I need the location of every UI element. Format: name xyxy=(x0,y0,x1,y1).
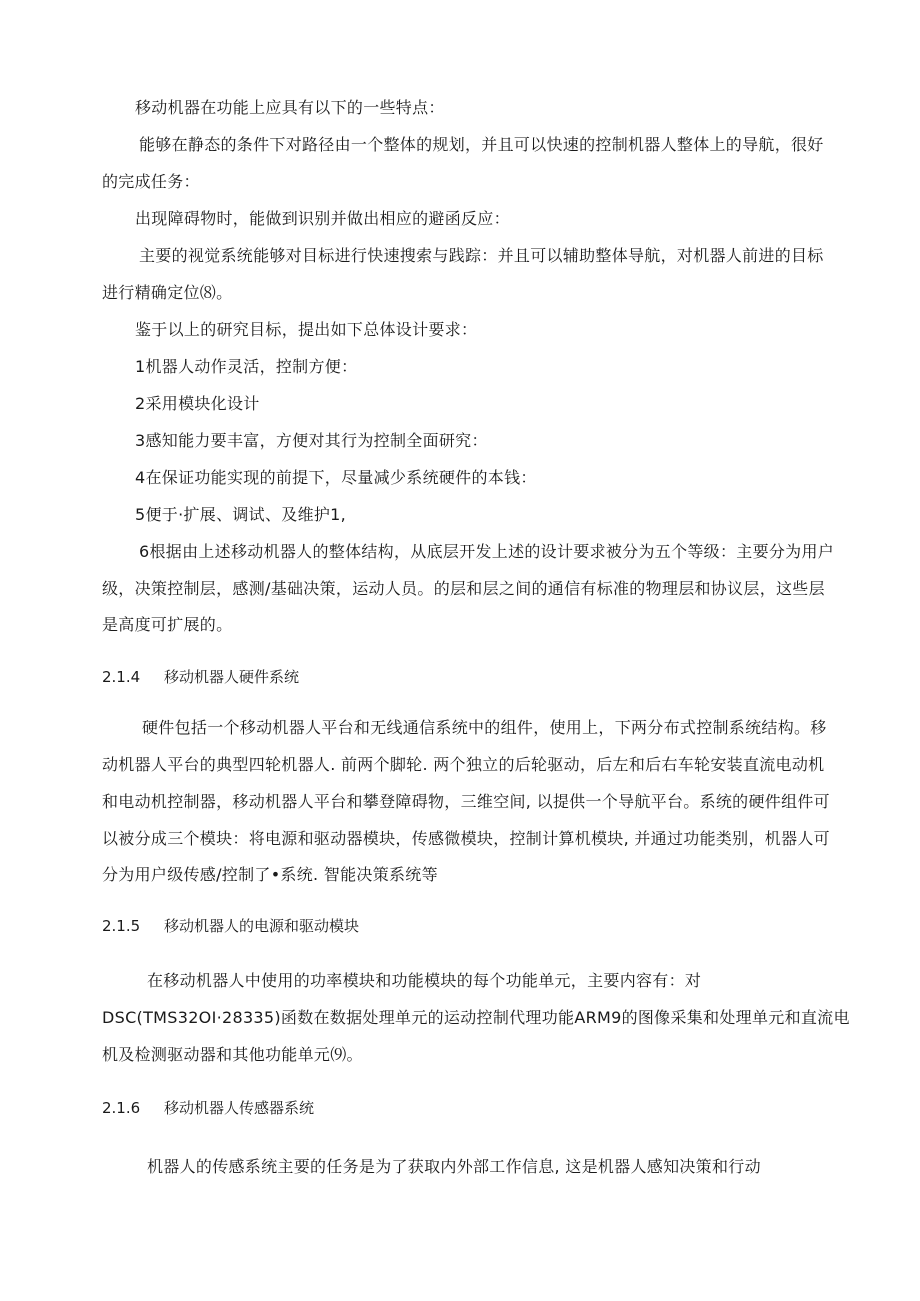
section-title: 移动机器人硬件系统 xyxy=(164,668,300,686)
list-item: 1机器人动作灵活，控制方便： xyxy=(135,357,358,376)
section-number: 2.1.6 xyxy=(102,1099,141,1117)
body-text-line: 移动机器在功能上应具有以下的一些特点： xyxy=(135,98,445,117)
list-item: 2采用模块化设计 xyxy=(135,394,260,413)
section-number: 2.1.4 xyxy=(102,668,141,686)
body-text-line: 能够在静态的条件下对路径由一个整体的规划，并且可以快速的控制机器人整体上的导航，很好 xyxy=(139,135,824,154)
body-text-line: 机及检测驱动器和其他功能单元⑼。 xyxy=(102,1045,363,1064)
list-item: 4在保证功能实现的前提下，尽量减少系统硬件的本钱： xyxy=(135,468,537,487)
body-text-line: 主要的视觉系统能够对目标进行快速搜索与践踪：并且可以辅助整体导航，对机器人前进的目标 xyxy=(139,246,824,265)
section-number: 2.1.5 xyxy=(102,917,141,935)
body-text-line: 进行精确定位⑻。 xyxy=(102,283,233,302)
body-text-line: 机器人的传感系统主要的任务是为了获取内外部工作信息, 这是机器人感知决策和行动 xyxy=(147,1157,761,1176)
body-text-line: 分为用户级传感/控制了•系统. 智能决策系统等 xyxy=(102,865,438,884)
body-text-line: 动机器人平台的典型四轮机器人. 前两个脚轮. 两个独立的后轮驱动，后左和后右车轮安装直流电动机 xyxy=(102,755,825,774)
list-item: 6根据由上述移动机器人的整体结构，从底层开发上述的设计要求被分为五个等级：主要分为用户 xyxy=(139,542,835,561)
body-text-line: 硬件包括一个移动机器人平台和无线通信系统中的组件，使用上，下两分布式控制系统结构。移 xyxy=(142,718,827,737)
section-title: 移动机器人传感器系统 xyxy=(164,1099,315,1117)
body-text-line: 在移动机器人中使用的功率模块和功能模块的每个功能单元，主要内容有：对 xyxy=(147,971,702,990)
section-heading xyxy=(102,915,359,937)
list-item: 3感知能力要丰富，方便对其行为控制全面研究： xyxy=(135,431,488,450)
body-text-line: 是高度可扩展的。 xyxy=(102,615,233,634)
body-text-line: 鉴于以上的研究目标，提出如下总体设计要求： xyxy=(135,320,478,339)
body-text-line: 和电动机控制器，移动机器人平台和攀登障碍物，三维空间, 以提供一个导航平台。系统的硬件组件可 xyxy=(102,792,830,811)
body-text-line: 的完成任务： xyxy=(102,172,200,191)
section-heading xyxy=(102,1097,314,1119)
body-text-line: DSC(TMS32OI·28335)函数在数据处理单元的运动控制代理功能ARM9的图像采集和处理单元和直流电 xyxy=(102,1008,850,1027)
section-heading xyxy=(102,666,299,688)
body-text-line: 出现障碍物时，能做到识别并做出相应的避函反应： xyxy=(135,209,510,228)
body-text-line: 以被分成三个模块：将电源和驱动器模块，传感微模块，控制计算机模块, 并通过功能类别，机器人可 xyxy=(102,829,830,848)
section-title: 移动机器人的电源和驱动模块 xyxy=(164,917,360,935)
body-text-line: 级，决策控制层，感测/基础决策，运动人员。的层和层之间的通信有标准的物理层和协议层，这些层 xyxy=(102,579,825,598)
list-item: 5便于·扩展、调试、及维护1, xyxy=(135,505,347,524)
